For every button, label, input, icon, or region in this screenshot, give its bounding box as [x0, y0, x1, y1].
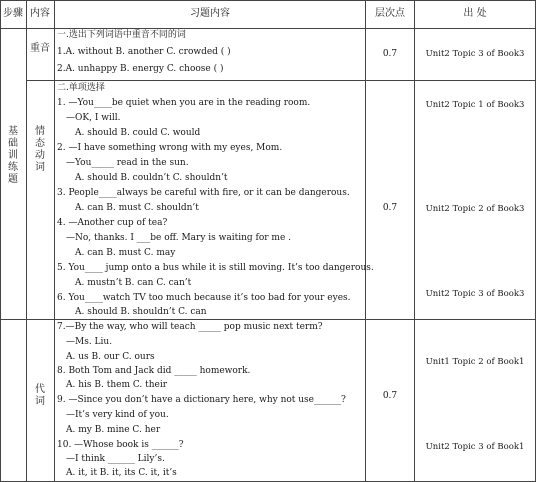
rule-col-1: [26, 0, 27, 482]
rule-col-4: [414, 0, 415, 482]
rule-section-1: [26, 80, 536, 81]
s3-line-7: A. my B. mine C. her: [66, 425, 161, 435]
source-stress: Unit2 Topic 3 of Book3: [425, 49, 525, 59]
rule-col-3: [365, 0, 366, 482]
s3-line-1: —Ms. Liu.: [66, 337, 113, 347]
source-pronoun-2: Unit2 Topic 3 of Book1: [425, 442, 525, 452]
s2-line-2: —OK, I will.: [66, 113, 121, 123]
step-label: 基础训练题: [8, 126, 18, 185]
s3-line-10: A. it, it B. it, its C. it, it’s: [66, 468, 177, 478]
s3-line-5: 9. —Since you don’t have a dictionary here, why not use______?: [57, 395, 346, 405]
s2-line-7: 3. People____always be careful with fire, or it can be dangerous.: [57, 188, 350, 198]
s1-line-1: 1.A. without B. another C. crowded ( ): [57, 47, 231, 57]
s2-line-4: 2. —I have something wrong with my eyes, Mom.: [57, 143, 283, 153]
section-name-modal: 情态动词: [35, 126, 45, 173]
s2-line-5: —You_____ read in the sun.: [66, 158, 189, 168]
header-level: 层次点: [375, 8, 405, 19]
section-name-stress: 重音: [30, 43, 50, 54]
rule-top: [0, 0, 536, 1]
s2-line-15: A. should B. shouldn’t C. can: [75, 307, 207, 317]
s3-line-6: —It’s very kind of you.: [66, 410, 169, 420]
header-content: 内容: [30, 8, 50, 19]
s2-line-0: 二.单项选择: [57, 83, 105, 93]
s2-line-3: A. should B. could C. would: [75, 128, 201, 138]
header-exercise: 习题内容: [190, 8, 230, 19]
level-stress: 0.7: [382, 49, 398, 59]
s2-line-12: 5. You____ jump onto a bus while it is still moving. It’s too dangerous.: [57, 263, 374, 273]
s3-line-3: 8. Both Tom and Jack did _____ homework.: [57, 366, 251, 376]
source-modal-3: Unit2 Topic 3 of Book3: [425, 289, 525, 299]
s3-line-2: A. us B. our C. ours: [66, 352, 155, 362]
rule-col-2: [54, 0, 55, 482]
rule-header: [0, 28, 536, 29]
s2-line-9: 4. —Another cup of tea?: [57, 218, 168, 228]
s3-line-0: 7.—By the way, who will teach _____ pop music next term?: [57, 322, 323, 332]
rule-left: [0, 0, 1, 482]
s3-line-4: A. his B. them C. their: [66, 380, 168, 390]
s1-line-2: 2.A. unhappy B. energy C. choose ( ): [57, 64, 224, 74]
s2-line-1: 1. —You____be quiet when you are in the reading room.: [57, 98, 311, 108]
s2-line-14: 6. You____watch TV too much because it’s too bad for your eyes.: [57, 293, 351, 303]
level-modal: 0.7: [382, 203, 398, 213]
s2-line-8: A. can B. must C. shouldn’t: [75, 203, 199, 213]
source-pronoun-1: Unit1 Topic 2 of Book1: [425, 357, 525, 367]
rule-section-2: [0, 319, 536, 320]
source-modal-2: Unit2 Topic 2 of Book3: [425, 204, 525, 214]
header-step: 步骤: [3, 8, 23, 19]
s3-line-9: —I think ______ Lily’s.: [66, 454, 165, 464]
source-modal-1: Unit2 Topic 1 of Book3: [425, 100, 525, 110]
s1-line-0: 一.选出下列词语中重音不同的词: [57, 30, 186, 40]
s2-line-11: A. can B. must C. may: [75, 248, 176, 258]
header-source: 出 处: [463, 8, 487, 19]
section-name-pronoun: 代词: [35, 384, 45, 407]
s2-line-10: —No, thanks. I ___be off. Mary is waiting for me .: [66, 233, 292, 243]
s2-line-6: A. should B. couldn’t C. shouldn’t: [75, 173, 228, 183]
s2-line-13: A. mustn’t B. can C. can’t: [75, 278, 192, 288]
s3-line-8: 10. —Whose book is ______?: [57, 440, 184, 450]
level-pronoun: 0.7: [382, 391, 398, 401]
